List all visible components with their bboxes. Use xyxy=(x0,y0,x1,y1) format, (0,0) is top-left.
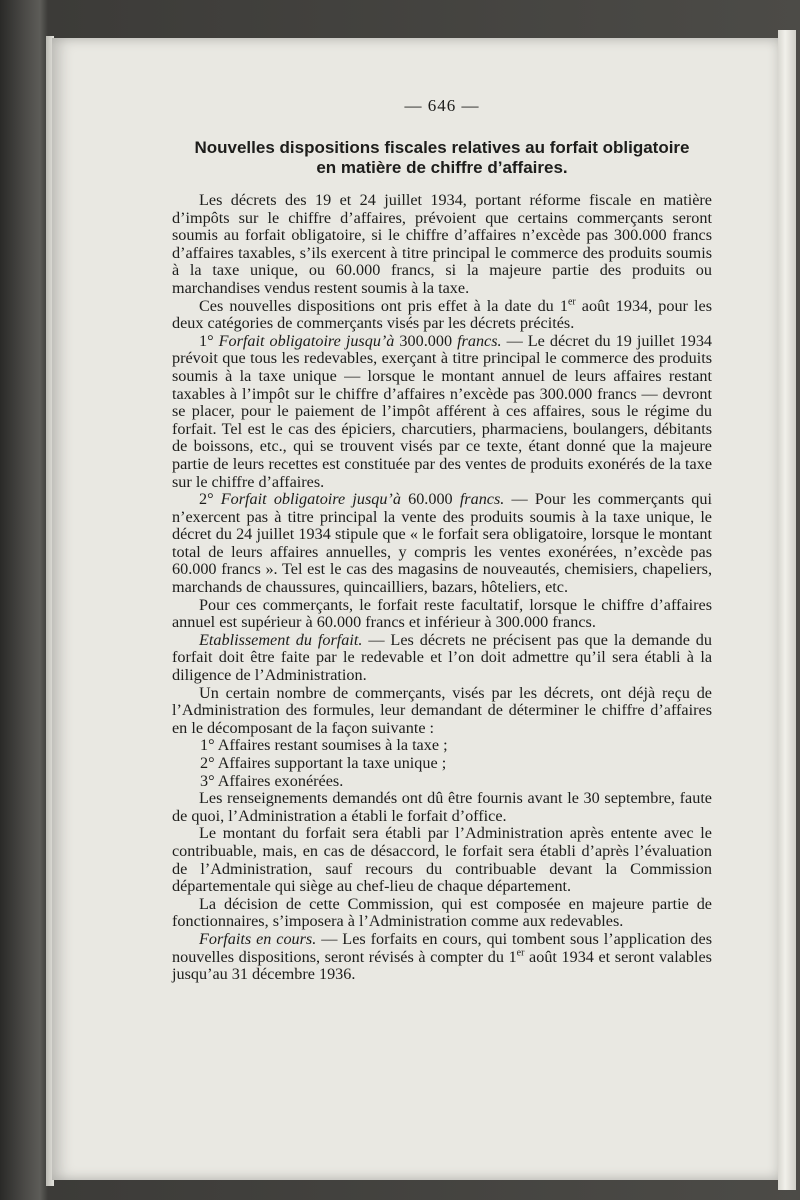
paragraph-facultatif: Pour ces commerçants, le forfait reste facultatif, lorsque le chiffre d’affaires annuel est supérieur à 60.000 francs et inférieur à 300.000 francs. xyxy=(172,595,712,632)
text: — Pour les commerçants qui n’exercent pas à titre principal la vente des produits soumis à la taxe unique, le décret du 24 juillet 1934 stipule que « le forfait sera obligatoire, lorsque le montant total de leurs affaires annuelles, y compris les ventes exonérées, n’excède pas 60.000 francs ». Tel est le cas des magasins de nouveautés, chemisiers, chapeliers, marchands de chaussures, quincailliers, bazars, hôteliers, etc. xyxy=(172,490,712,597)
text: 1° xyxy=(199,331,219,350)
text: août 1934, pour les deux catégories de commerçants visés par les décrets précités. xyxy=(172,296,712,333)
list-item: 2° Affaires supportant la taxe unique ; xyxy=(200,754,447,772)
text: 300.000 xyxy=(394,331,458,350)
list-item: 1° Affaires restant soumises à la taxe ; xyxy=(200,736,448,755)
section-heading: Forfaits en cours. xyxy=(199,929,317,948)
list-item: 3° Affaires exonérées. xyxy=(200,771,344,790)
paragraph-effective-date xyxy=(172,298,712,333)
page-number: — 646 — xyxy=(404,96,480,115)
paragraph-forfaits-en-cours xyxy=(172,931,712,984)
title-line-2: en matière de chiffre d’affaires. xyxy=(316,158,568,177)
paragraph-renseignements: Les renseignements demandés ont dû être fournis avant le 30 septembre, faute de quoi, l’Administration a établi le forfait d’office. xyxy=(172,789,712,825)
paragraph-etablissement xyxy=(172,632,712,685)
page-content xyxy=(172,96,712,984)
text: août 1934 et seront valables jusqu’au 31 décembre 1936. xyxy=(172,947,712,984)
section-heading: francs. xyxy=(459,490,505,509)
section-heading: francs. xyxy=(457,331,502,350)
text: Ces nouvelles dispositions ont pris effet à la date du 1 xyxy=(199,296,568,315)
paragraph-decision: La décision de cette Commission, qui est composée en majeure partie de fonctionnaires, s’imposera à l’Administration comme aux redevables. xyxy=(172,894,712,931)
superscript: er xyxy=(567,296,576,308)
text: — Le décret du 19 juillet 1934 prévoit que tous les redevables, exerçant à titre principal le commerce des produits soumis à la taxe unique — lorsque le montant annuel de leurs affaires restant taxables à l’impôt sur le chiffre d’affaires n’excède pas 300.000 francs — devront se placer, pour le paiement de l’impôt afférent à ces affaires, sous le régime du forfait. Tel est le cas des épiciers, charcutiers, pharmaciens, boulangers, débitants de boissons, etc., qui se trouvent visés par ce texte, étant donné que la majeure partie de leurs recettes est constituée par des ventes de produits exonérés de la taxe sur le chiffre d’affaires. xyxy=(172,331,713,491)
superscript: er xyxy=(516,947,525,959)
text: 60.000 xyxy=(400,490,460,509)
text: — Les forfaits en cours, qui tombent sous l’application des nouvelles dispositions, seront révisés à compter du 1 xyxy=(172,929,712,966)
paragraph-forfait-300000 xyxy=(172,333,712,491)
text: — Les décrets ne précisent pas que la demande du forfait doit être faite par le redevable et l’on doit admettre qu’il sera établi à la diligence de l’Administration. xyxy=(172,630,712,685)
paragraph-montant: Le montant du forfait sera établi par l’Administration après entente avec le contribuable, mais, en cas de désaccord, le forfait sera établi d’après l’évaluation de l’Administration, sauf recours du contribuable devant la Commission départementale qui siège au chef-lieu de chaque département. xyxy=(172,824,712,896)
text: 2° xyxy=(199,490,221,509)
article-title xyxy=(172,138,712,178)
section-heading: Etablissement du forfait. xyxy=(199,630,363,649)
title-line-1: Nouvelles dispositions fiscales relatives au forfait obligatoire xyxy=(194,138,690,157)
paragraph-formules: Un certain nombre de commerçants, visés par les décrets, ont déjà reçu de l’Administration des formules, leur demandant de déterminer le chiffre d’affaires en le décomposant de la façon suivante : xyxy=(172,683,712,737)
paragraph-intro: Les décrets des 19 et 24 juillet 1934, portant réforme fiscale en matière d’impôts sur le chiffre d’affaires, prévoient que certains commerçants seront soumis au forfait obligatoire, si le chiffre d’affaires n’excède pas 300.000 francs d’affaires taxables, s’ils exercent à titre principal le commerce des produits soumis à la taxe unique, ou 60.000 francs, si la majeure partie des produits ou marchandises vendus restent soumis à la taxe. xyxy=(172,191,712,297)
paragraph-forfait-60000 xyxy=(172,491,712,597)
section-heading: Forfait obligatoire jusqu’à xyxy=(220,490,401,509)
section-heading: Forfait obligatoire jusqu’à xyxy=(218,331,395,350)
page-right-edge xyxy=(778,30,796,1190)
